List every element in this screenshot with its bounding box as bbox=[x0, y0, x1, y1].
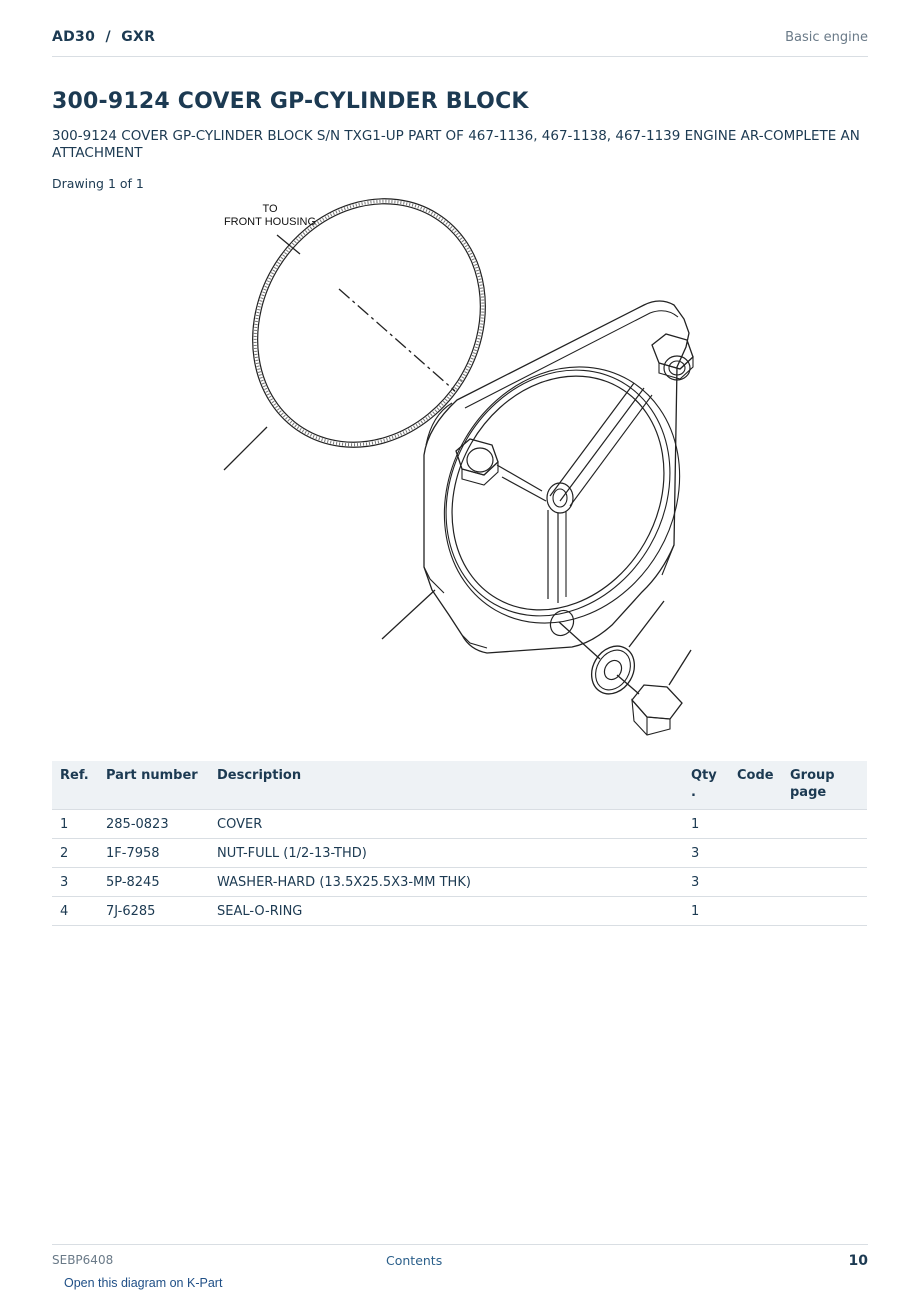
washer-part bbox=[583, 638, 643, 701]
cell-code bbox=[729, 839, 782, 868]
diagram-annotation-line1: TO bbox=[262, 203, 278, 215]
table-row bbox=[52, 810, 867, 839]
exploded-parts-diagram bbox=[52, 195, 867, 745]
drawing-counter: Drawing 1 of 1 bbox=[52, 176, 144, 191]
cell-ref: 3 bbox=[52, 868, 98, 897]
column-header-description: Description bbox=[209, 761, 683, 810]
contents-link[interactable]: Contents bbox=[386, 1253, 443, 1268]
page-number: 10 bbox=[848, 1253, 868, 1269]
table-row bbox=[52, 868, 867, 897]
document-id: SEBP6408 bbox=[52, 1253, 114, 1267]
cell-code bbox=[729, 868, 782, 897]
cell-qty: 1 bbox=[683, 897, 729, 926]
parts-table bbox=[52, 761, 867, 926]
cell-part-number: 285-0823 bbox=[98, 810, 209, 839]
leader-line-seal bbox=[224, 427, 267, 470]
cell-code bbox=[729, 810, 782, 839]
table-header-row bbox=[52, 761, 867, 810]
mounted-nut-right bbox=[652, 334, 693, 380]
cell-description: WASHER-HARD (13.5X25.5X3-MM THK) bbox=[209, 868, 683, 897]
cell-qty: 3 bbox=[683, 839, 729, 868]
cell-group-page bbox=[782, 868, 867, 897]
assembly-axis-1 bbox=[559, 622, 600, 659]
table-row bbox=[52, 897, 867, 926]
leader-line-nut bbox=[669, 650, 691, 685]
cell-ref: 4 bbox=[52, 897, 98, 926]
cell-code bbox=[729, 897, 782, 926]
cell-qty: 1 bbox=[683, 810, 729, 839]
cell-group-page bbox=[782, 897, 867, 926]
cell-part-number: 7J-6285 bbox=[98, 897, 209, 926]
page-header bbox=[52, 28, 868, 57]
cell-description: SEAL-O-RING bbox=[209, 897, 683, 926]
loose-nut-part bbox=[632, 685, 682, 735]
cell-ref: 2 bbox=[52, 839, 98, 868]
page-title: 300-9124 COVER GP-CYLINDER BLOCK bbox=[52, 89, 529, 114]
column-header-ref: Ref. bbox=[52, 761, 98, 810]
column-header-qty: Qty . bbox=[683, 761, 729, 810]
table-row bbox=[52, 839, 867, 868]
model-label: AD30 / GXR bbox=[52, 29, 156, 45]
cell-qty: 3 bbox=[683, 868, 729, 897]
cell-description: NUT-FULL (1/2-13-THD) bbox=[209, 839, 683, 868]
cell-group-page bbox=[782, 839, 867, 868]
leader-line-cover bbox=[382, 590, 435, 639]
column-header-part-number: Part number bbox=[98, 761, 209, 810]
open-in-kpart-link[interactable]: Open this diagram on K-Part bbox=[64, 1276, 223, 1290]
leader-line-washer bbox=[629, 601, 664, 647]
diagram-annotation-line2: FRONT HOUSING bbox=[223, 216, 317, 228]
column-header-code: Code bbox=[729, 761, 782, 810]
cell-group-page bbox=[782, 810, 867, 839]
column-header-group-page: Group page bbox=[782, 761, 867, 810]
cell-description: COVER bbox=[209, 810, 683, 839]
group-description: 300-9124 COVER GP-CYLINDER BLOCK S/N TXG1-UP PART OF 467-1136, 467-1138, 467-1139 ENGINE AR-COMPLETE AN ATTACHMENT bbox=[52, 128, 860, 161]
page-footer bbox=[52, 1244, 868, 1275]
cell-part-number: 5P-8245 bbox=[98, 868, 209, 897]
section-label: Basic engine bbox=[785, 30, 868, 45]
centerline bbox=[339, 289, 455, 391]
cell-ref: 1 bbox=[52, 810, 98, 839]
o-ring-seal bbox=[207, 195, 532, 491]
cell-part-number: 1F-7958 bbox=[98, 839, 209, 868]
